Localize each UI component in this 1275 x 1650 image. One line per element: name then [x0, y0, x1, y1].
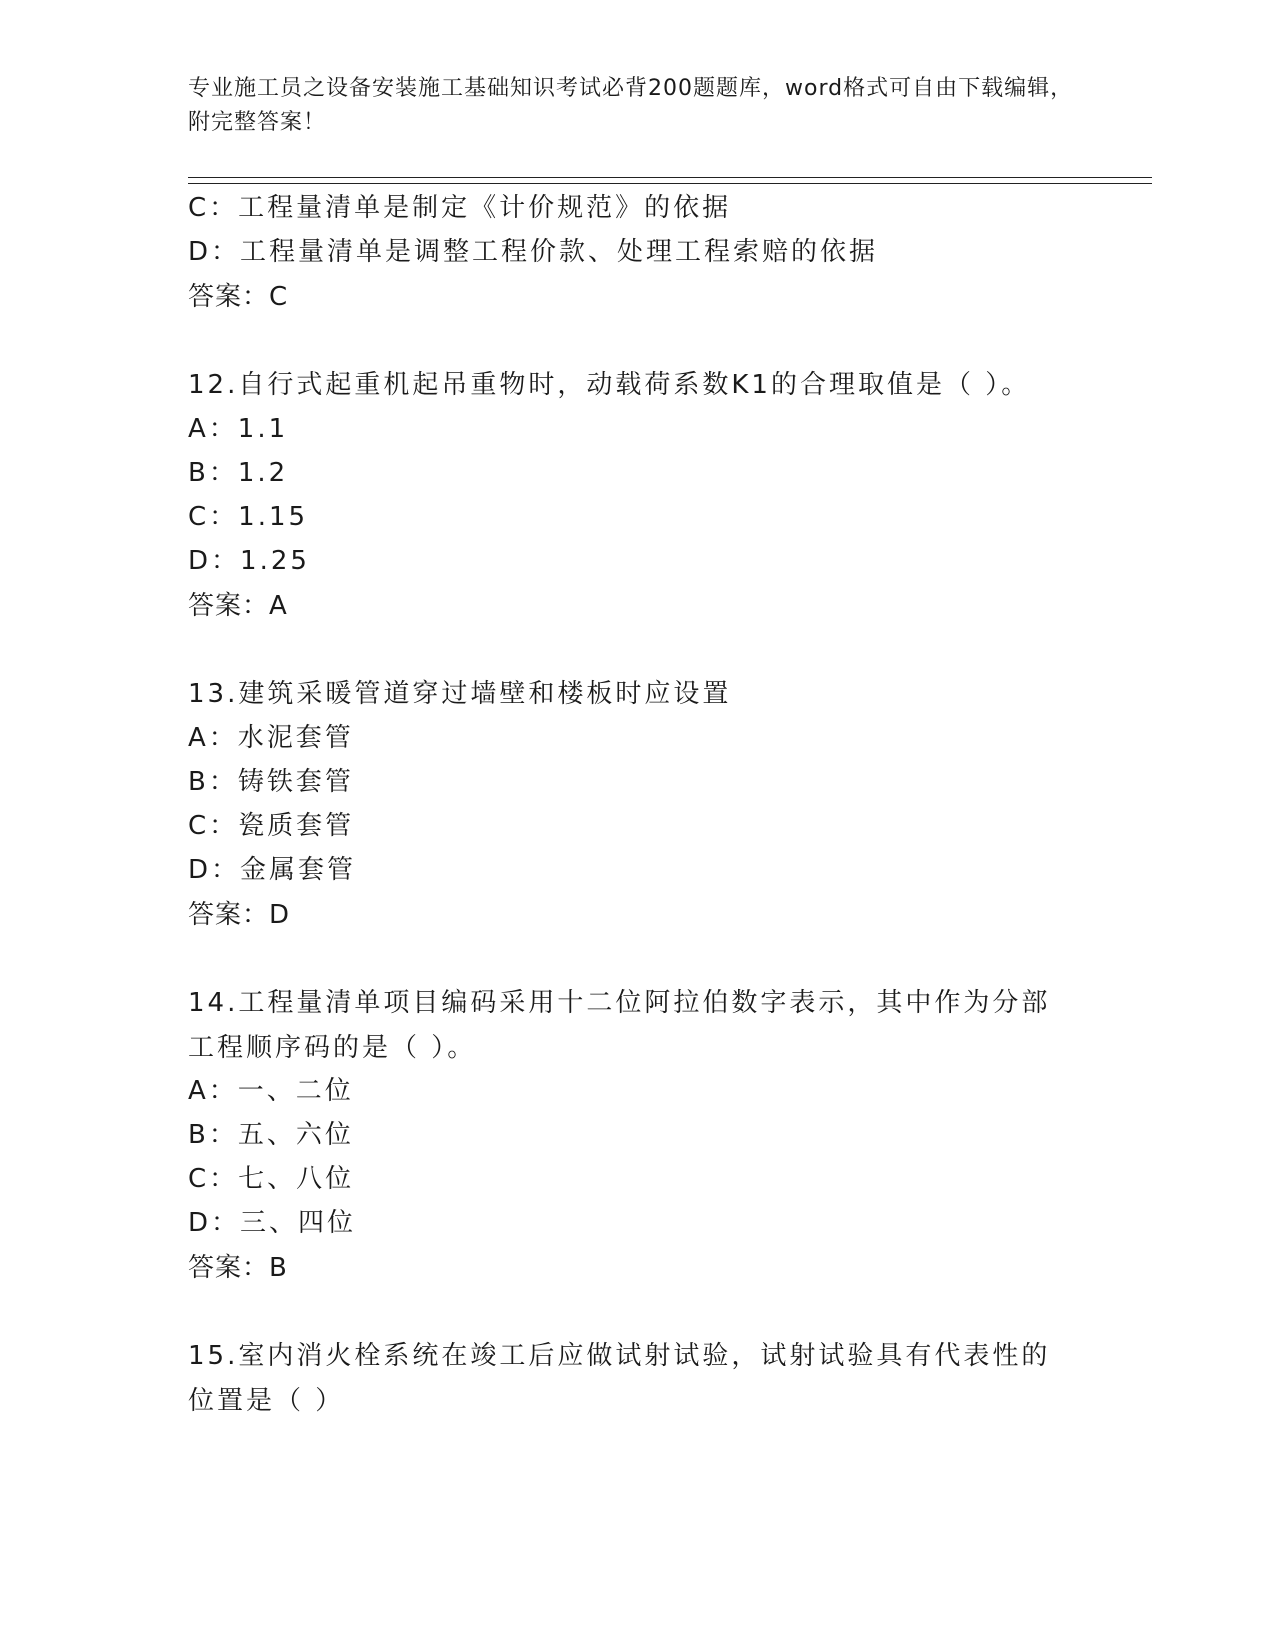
question-13-option-c: C：瓷质套管	[188, 811, 355, 841]
question-12-option-a: A：1.1	[188, 414, 289, 444]
question-12-option-c: C：1.15	[188, 502, 309, 532]
question-14-option-b: B：五、六位	[188, 1120, 354, 1150]
question-12-text: 12.自行式起重机起吊重物时，动载荷系数K1的合理取值是（ ）。	[188, 370, 1031, 400]
prev-answer: 答案：C	[188, 282, 289, 312]
question-13-option-b: B：铸铁套管	[188, 767, 354, 797]
question-12-option-d: D：1.25	[188, 546, 310, 576]
question-12-option-b: B：1.2	[188, 458, 289, 488]
question-14-option-d: D：三、四位	[188, 1208, 357, 1238]
header-divider-bottom	[188, 183, 1152, 184]
prev-option-d: D：工程量清单是调整工程价款、处理工程索赔的依据	[188, 237, 879, 267]
question-15-text: 15.室内消火栓系统在竣工后应做试射试验，试射试验具有代表性的位置是（ ）	[188, 1341, 1051, 1416]
question-13-option-d: D：金属套管	[188, 855, 357, 885]
question-14-text: 14.工程量清单项目编码采用十二位阿拉伯数字表示，其中作为分部工程顺序码的是（ ）。	[188, 988, 1051, 1063]
question-13-answer: 答案：D	[188, 900, 291, 930]
question-14-answer: 答案：B	[188, 1253, 288, 1283]
prev-option-c: C：工程量清单是制定《计价规范》的依据	[188, 193, 732, 223]
document-intro: 专业施工员之设备安装施工基础知识考试必背200题题库，word格式可自由下载编辑，附完整答案！	[188, 76, 1074, 135]
question-13-text: 13.建筑采暖管道穿过墙壁和楼板时应设置	[188, 679, 732, 709]
question-14-option-c: C：七、八位	[188, 1164, 355, 1194]
question-13-option-a: A：水泥套管	[188, 723, 354, 753]
question-12-answer: 答案：A	[188, 591, 288, 621]
question-14-option-a: A：一、二位	[188, 1076, 354, 1106]
header-divider-top	[188, 177, 1152, 178]
